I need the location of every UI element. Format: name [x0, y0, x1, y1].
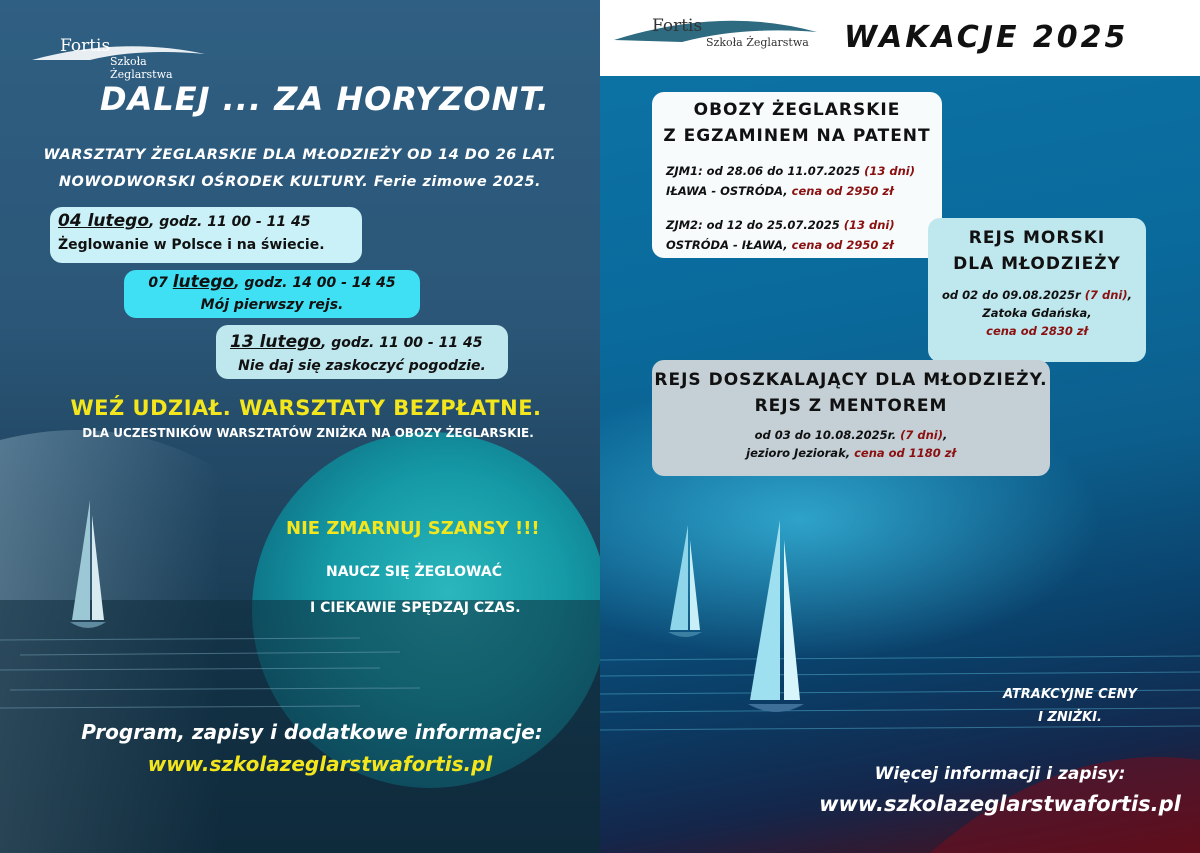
camps-title-2: Z EGZAMINEM NA PATENT — [663, 126, 931, 146]
left-website-link[interactable]: www.szkolazeglarstwafortis.pl — [147, 752, 493, 776]
zjm2-route: OSTRÓDA - IŁAWA, — [666, 238, 792, 252]
left-discount: DLA UCZESTNIKÓW WARSZTATÓW ZNIŻKA NA OBOZY ŻEGLARSKIE. — [82, 426, 534, 440]
right-info-text: Więcej informacji i zapisy: — [874, 764, 1126, 784]
left-title: DALEJ ... ZA HORYZONT. — [100, 80, 550, 118]
left-info-text: Program, zapisy i dodatkowe informacje: — [81, 720, 543, 744]
event-box-1 — [50, 207, 362, 263]
logo-subtitle: Szkoła Żeglarstwa — [110, 55, 173, 81]
sea-dates: od 02 do 09.08.2025r — [942, 288, 1085, 302]
camps-box — [652, 92, 942, 258]
sea-title-1: REJS MORSKI — [968, 228, 1106, 248]
mentor-dates: od 03 do 10.08.2025r. — [754, 428, 901, 442]
event-1-date: 04 lutego — [58, 211, 150, 231]
event-2-date-prefix: 07 — [148, 275, 173, 291]
event-1-time: , godz. 11 00 - 11 45 — [149, 214, 311, 230]
mentor-title-1: REJS DOSZKALAJĄCY DLA MŁODZIEŻY. — [654, 370, 1048, 390]
zjm1-route: IŁAWA - OSTRÓDA, — [666, 184, 792, 198]
left-cta: WEŹ UDZIAŁ. WARSZTATY BEZPŁATNE. — [70, 396, 542, 420]
sea-cruise-box: REJS MORSKI DLA MŁODZIEŻY od 02 do 09.08.2025r (7 dni), Zatoka Gdańska, cena od 2830 zł — [928, 218, 1146, 362]
logo-brand: Fortis — [60, 36, 111, 56]
left-subtitle-2: NOWODWORSKI OŚRODEK KULTURY. Ferie zimowe 2025. — [58, 174, 542, 190]
mentor-title-2: REJS Z MENTOREM — [754, 396, 948, 416]
left-subtitle-1: WARSZTATY ŻEGLARSKIE DLA MŁODZIEŻY OD 14 DO 26 LAT. — [43, 147, 557, 163]
event-box-2 — [124, 270, 420, 318]
zjm2-price: cena od 2950 zł — [791, 238, 894, 252]
promo-line-2: I ZNIŻKI. — [1038, 710, 1102, 725]
mentor-cruise-box: REJS DOSZKALAJĄCY DLA MŁODZIEŻY. REJS Z MENTOREM od 03 do 10.08.2025r. (7 dni), jezioro Jeziorak, cena od 1180 zł — [652, 360, 1050, 476]
right-poster — [600, 0, 1200, 853]
camps-title-1: OBOZY ŻEGLARSKIE — [693, 100, 901, 120]
slogan-3: I CIEKAWIE SPĘDZAJ CZAS. — [310, 600, 521, 616]
zjm1-price: cena od 2950 zł — [791, 184, 894, 198]
logo-subtitle: Szkoła Żeglarstwa — [706, 36, 809, 49]
sea-place: Zatoka Gdańska, — [982, 306, 1092, 320]
event-2-date: lutego — [172, 272, 235, 292]
sea-title-2: DLA MŁODZIEŻY — [953, 254, 1121, 274]
mentor-days: (7 dni) — [900, 428, 943, 442]
zjm2-days: (13 dni) — [843, 218, 895, 232]
event-3-date: 13 lutego — [230, 332, 322, 352]
zjm2-dates: ZJM2: od 12 do 25.07.2025 — [666, 218, 844, 232]
logo-brand: Fortis — [652, 16, 703, 36]
event-1-desc: Żeglowanie w Polsce i na świecie. — [58, 237, 325, 253]
event-2-desc: Mój pierwszy rejs. — [200, 297, 344, 313]
sea-price: cena od 2830 zł — [986, 324, 1088, 338]
event-3-desc: Nie daj się zaskoczyć pogodzie. — [238, 358, 486, 374]
event-3-time: , godz. 11 00 - 11 45 — [321, 335, 483, 351]
slogan-2: NAUCZ SIĘ ŻEGLOWAĆ — [326, 564, 502, 580]
promo-line-1: ATRAKCYJNE CENY — [1003, 687, 1137, 702]
fortis-logo — [30, 34, 210, 81]
header-title: WAKACJE 2025 — [844, 20, 1129, 55]
event-2-time: , godz. 14 00 - 14 45 — [234, 275, 396, 291]
sea-days: (7 dni) — [1084, 288, 1128, 302]
right-website-link[interactable]: www.szkolazeglarstwafortis.pl — [819, 792, 1181, 816]
zjm1-dates: ZJM1: od 28.06 do 11.07.2025 — [666, 164, 865, 178]
zjm1-days: (13 dni) — [864, 164, 915, 178]
slogan-1: NIE ZMARNUJ SZANSY !!! — [286, 518, 540, 539]
mentor-price: cena od 1180 zł — [854, 446, 956, 460]
event-box-3 — [216, 325, 508, 379]
fortis-logo — [612, 10, 822, 60]
mentor-place: jezioro Jeziorak, — [746, 446, 855, 460]
